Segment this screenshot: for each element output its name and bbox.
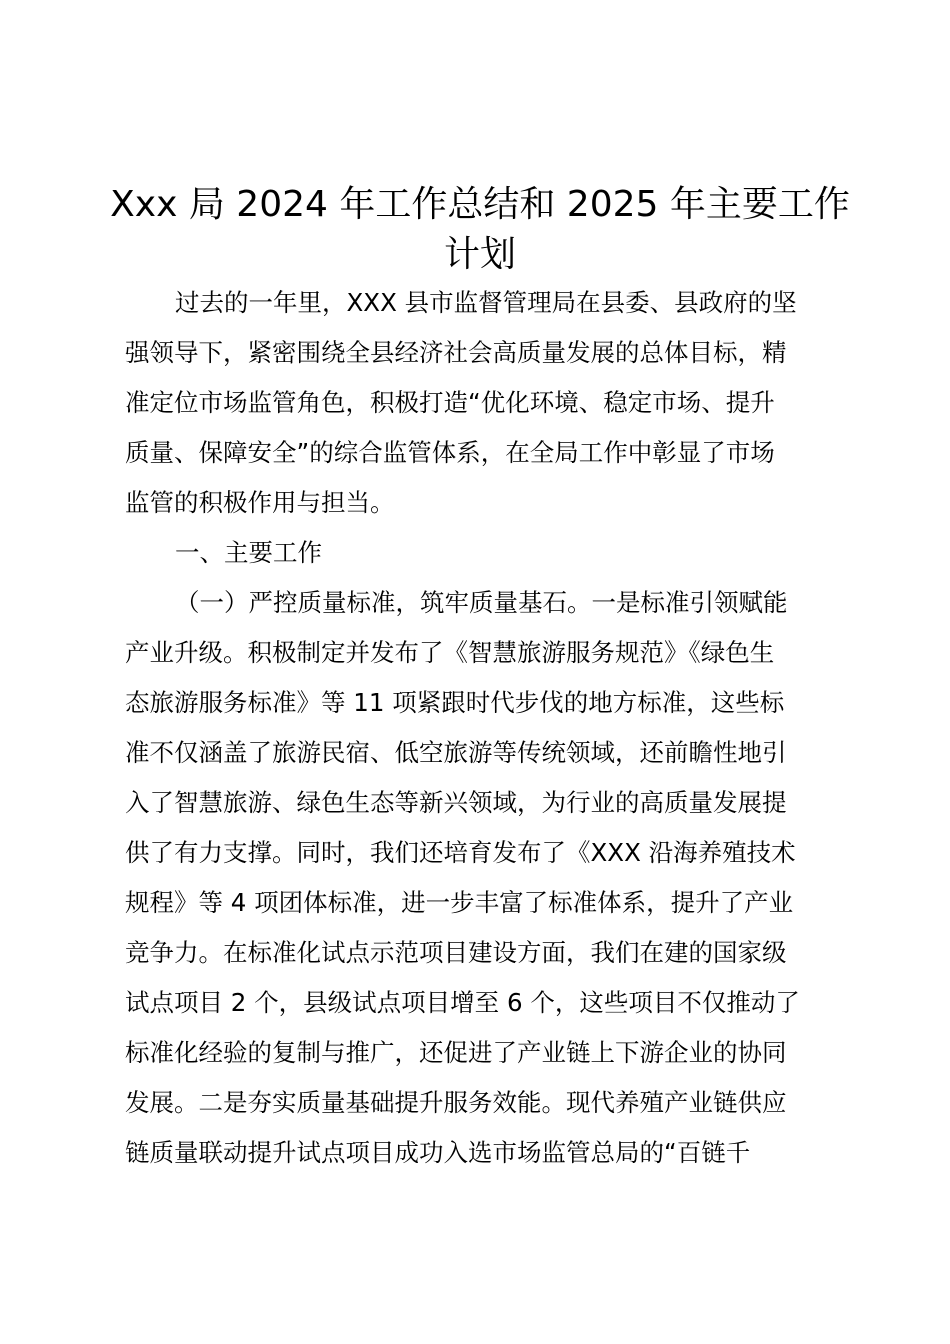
- paragraph-line: 监管的积极作用与担当。: [125, 488, 395, 517]
- section-heading: 一、主要工作: [175, 538, 322, 567]
- paragraph-line: 供了有力支撑。同时，我们还培育发布了《XXX 沿海养殖技术: [125, 838, 796, 867]
- paragraph-line: 试点项目 2 个，县级试点项目增至 6 个，这些项目不仅推动了: [125, 988, 800, 1017]
- document-title-line-2: 计划: [443, 234, 516, 275]
- paragraph-line: 链质量联动提升试点项目成功入选市场监管总局的“百链千: [125, 1138, 751, 1167]
- paragraph-line: 竞争力。在标准化试点示范项目建设方面，我们在建的国家级: [125, 938, 787, 967]
- paragraph-line: 标准化经验的复制与推广，还促进了产业链上下游企业的协同: [125, 1038, 787, 1067]
- paragraph-line: 准定位市场监管角色，积极打造“优化环境、稳定市场、提升: [125, 388, 775, 417]
- paragraph-line: 质量、保障安全”的综合监管体系，在全局工作中彰显了市场: [125, 438, 775, 467]
- paragraph-line: 产业升级。积极制定并发布了《智慧旅游服务规范》《绿色生: [125, 638, 775, 667]
- paragraph-line: 规程》等 4 项团体标准，进一步丰富了标准体系，提升了产业: [125, 888, 794, 917]
- paragraph-line: 强领导下，紧密围绕全县经济社会高质量发展的总体目标，精: [125, 338, 787, 367]
- paragraph-line: 发展。二是夯实质量基础提升服务效能。现代养殖产业链供应: [125, 1088, 787, 1117]
- paragraph-line: 入了智慧旅游、绿色生态等新兴领域，为行业的高质量发展提: [125, 788, 787, 817]
- document-title-line-1: Xxx 局 2024 年工作总结和 2025 年主要工作: [110, 184, 850, 225]
- paragraph-line: 过去的一年里，XXX 县市监督管理局在县委、县政府的坚: [175, 288, 797, 317]
- paragraph-line: 态旅游服务标准》等 11 项紧跟时代步伐的地方标准，这些标: [125, 688, 785, 717]
- paragraph-line: （一）严控质量标准，筑牢质量基石。一是标准引领赋能: [175, 588, 788, 617]
- paragraph-line: 准不仅涵盖了旅游民宿、低空旅游等传统领域，还前瞻性地引: [125, 738, 787, 767]
